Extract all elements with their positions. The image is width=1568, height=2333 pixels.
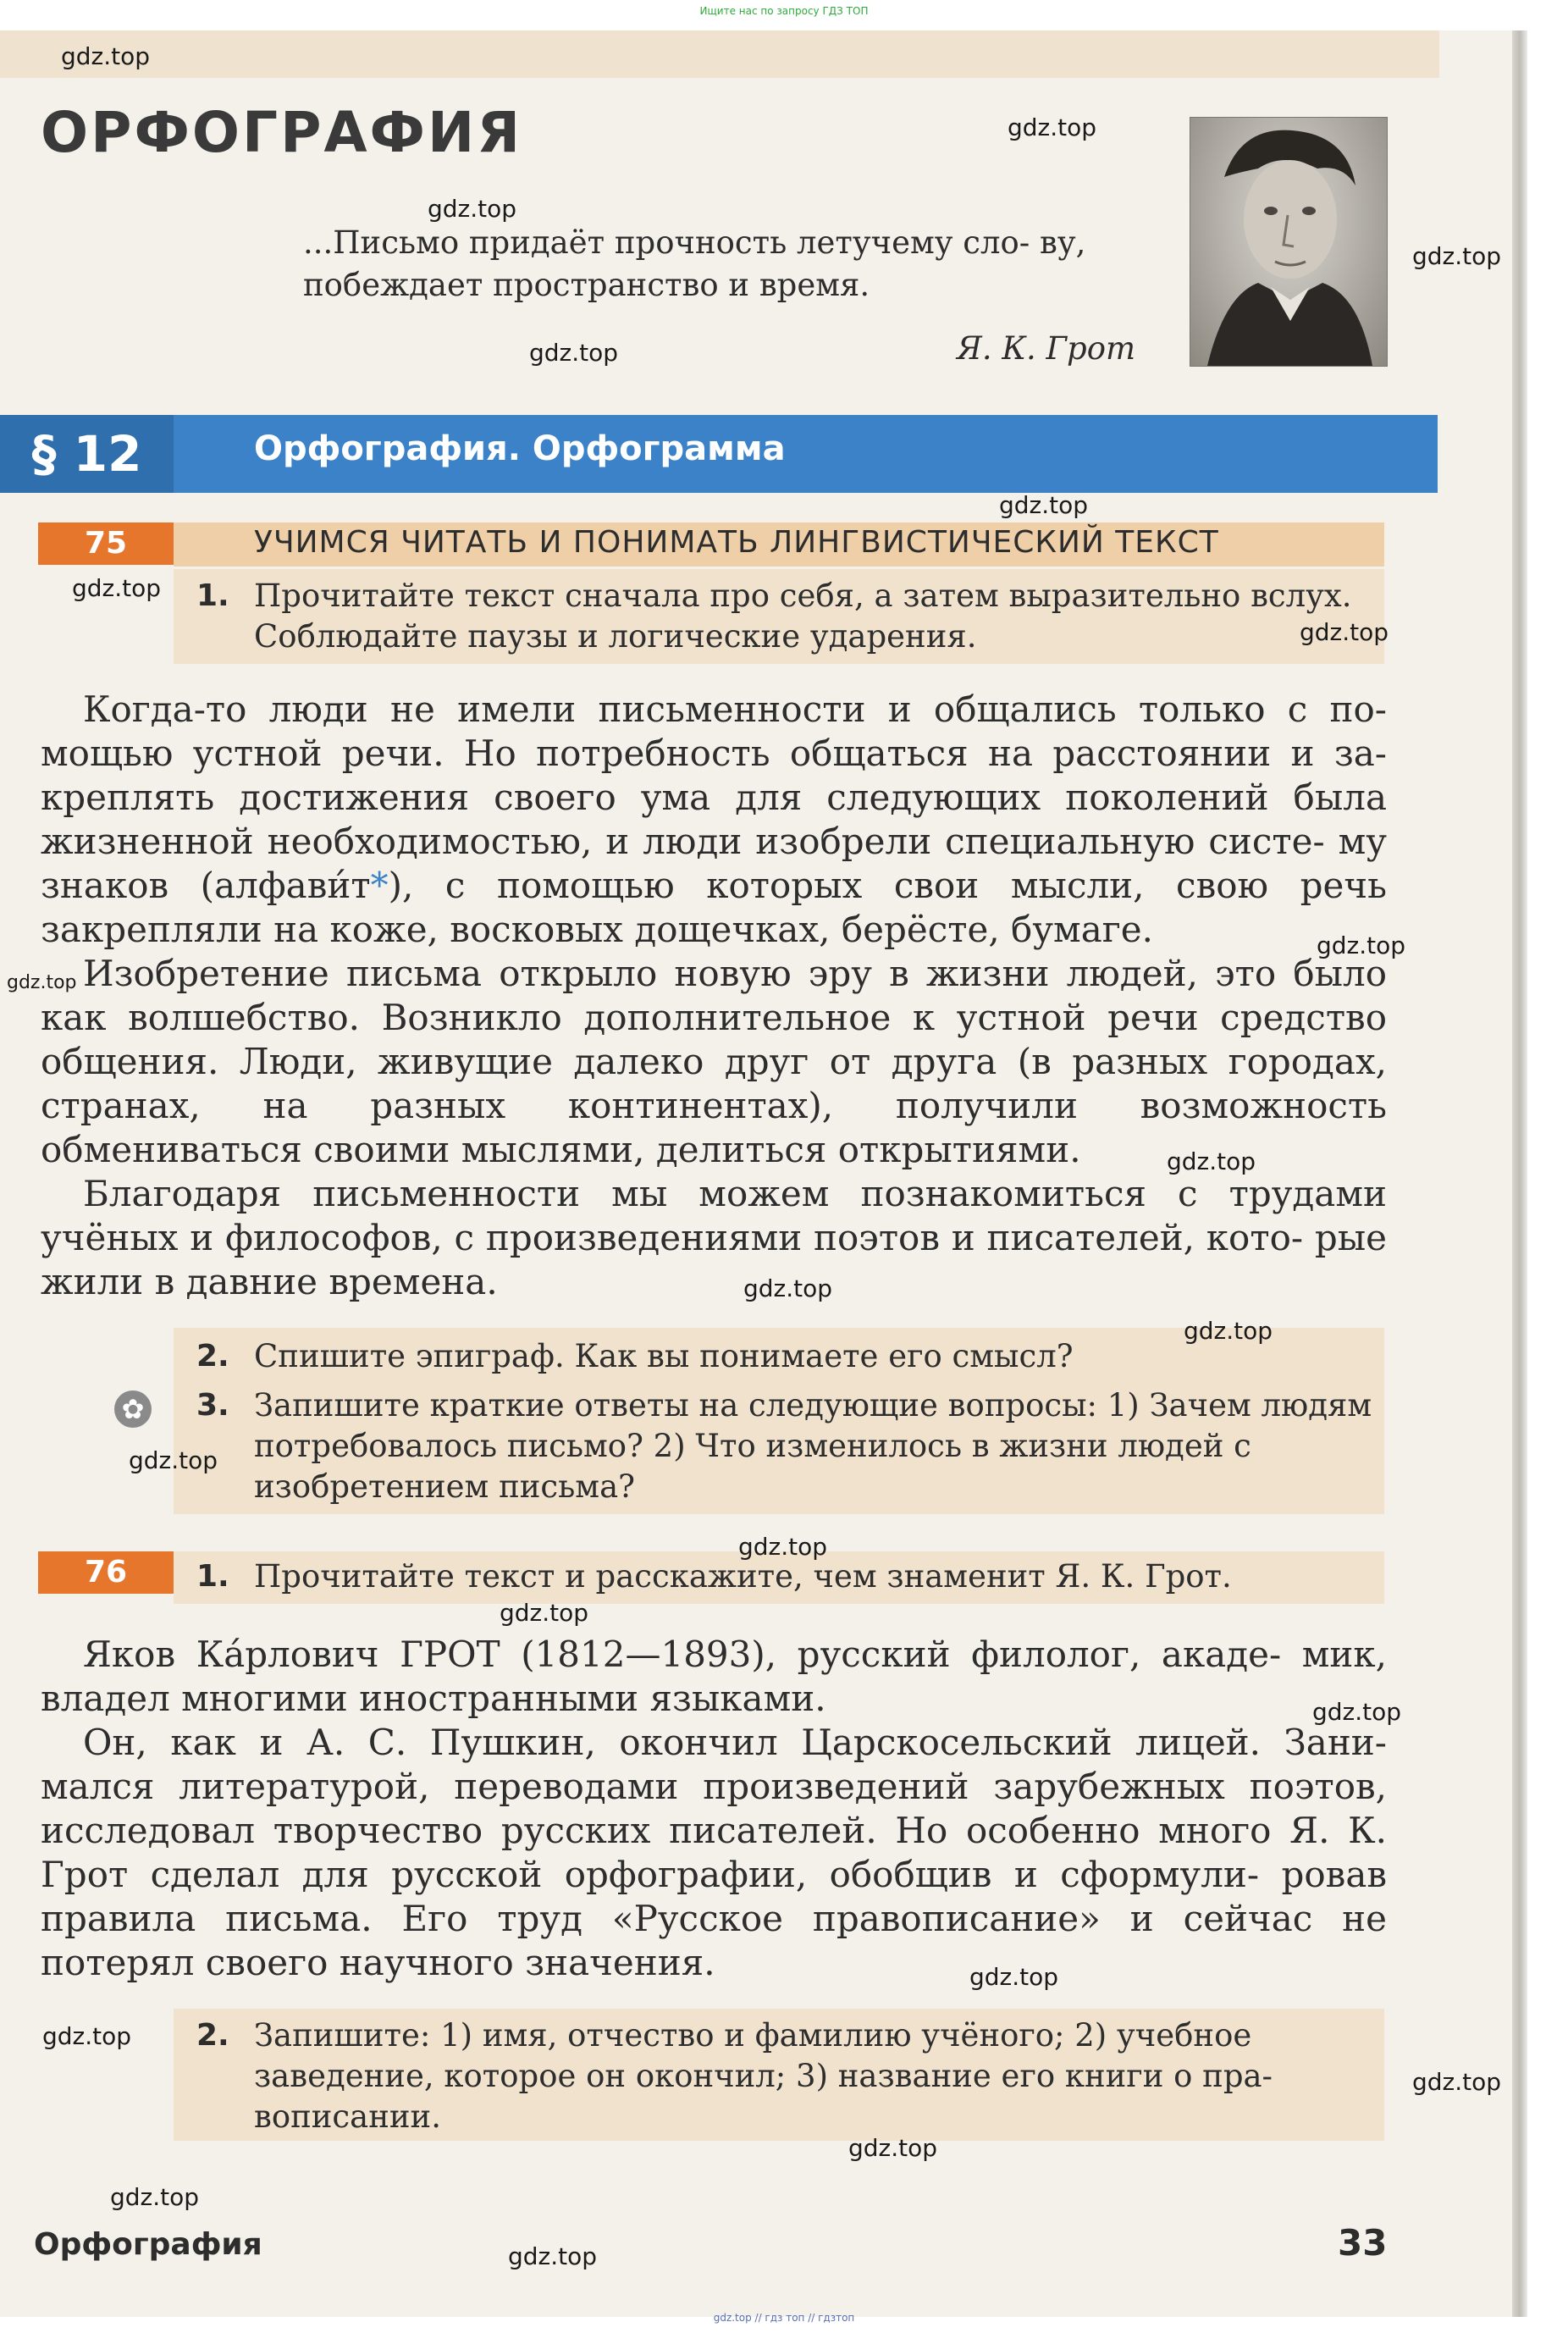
watermark: gdz.top (500, 1599, 589, 1627)
watermark: gdz.top (1412, 2068, 1502, 2096)
task-number: 2. (196, 1339, 229, 1374)
watermark: gdz.top (508, 2242, 598, 2270)
text-paragraph (41, 688, 1387, 952)
watermark: gdz.top (969, 1963, 1059, 1991)
page-number: 33 (1338, 2222, 1388, 2264)
exercise-number-76: 76 (38, 1551, 174, 1594)
watermark: gdz.top (1167, 1147, 1256, 1175)
portrait-drawing (1190, 118, 1387, 366)
watermark: gdz.top (999, 491, 1089, 519)
watermark: gdz.top (848, 2134, 938, 2162)
page-edge (1512, 30, 1527, 2317)
paragraph-title: Орфография. Орфограмма (254, 429, 786, 468)
text-paragraph: Яков Ка́рлович ГРОТ (1812—1893), русский филолог, акаде- мик, владел многими иностранными языками. (41, 1634, 1387, 1719)
exercise-number-75: 75 (38, 522, 174, 565)
watermark: gdz.top (1317, 932, 1406, 959)
footer-section-title: Орфография (34, 2227, 262, 2262)
task-text: Запишите краткие ответы на следующие вопросы: 1) Зачем людям потребовалось письмо? 2) Что изменилось в жизни людей с изобретением письма? (254, 1387, 1372, 1505)
task-75-3 (196, 1385, 1380, 1507)
section-title: ОРФОГРАФИЯ (41, 100, 523, 165)
watermark: gdz.top (1312, 1698, 1402, 1726)
portrait-image (1190, 117, 1388, 367)
top-search-note: Ищите нас по запросу ГДЗ ТОП (699, 5, 869, 17)
paragraph-number: § 12 (0, 415, 174, 493)
watermark: gdz.top (42, 2022, 132, 2050)
task-76-2 (196, 2015, 1380, 2137)
text-part: ), с помощью которых свои мысли, свою речь закрепляли на коже, восковых дощечках, берёсте, бумаге. (41, 865, 1387, 950)
lingvistic-text (41, 688, 1387, 1304)
top-color-band (0, 30, 1439, 78)
task-number: 2. (196, 2018, 229, 2053)
watermark: gdz.top (72, 574, 162, 602)
task-number: 1. (196, 1559, 229, 1594)
watermark: gdz.top (428, 195, 517, 223)
epigraph-author: Я. К. Грот (957, 330, 1136, 367)
watermark: gdz.top (110, 2183, 200, 2211)
watermark: gdz.top (7, 972, 77, 993)
task-text: Прочитайте текст сначала про себя, а затем выразительно вслух. Соблюдайте паузы и логические ударения. (254, 578, 1352, 655)
task-text: Прочитайте текст и расскажите, чем знаменит Я. К. Грот. (254, 1558, 1232, 1595)
watermark: gdz.top (129, 1446, 218, 1474)
biography-text (41, 1633, 1387, 1985)
watermark: gdz.top (738, 1533, 828, 1561)
watermark: gdz.top (1184, 1317, 1273, 1345)
task-text: Запишите: 1) имя, отчество и фамилию учёного; 2) учебное заведение, которое он окончил; 3) название его книги о пра- вописании. (254, 2017, 1273, 2135)
text-paragraph: Он, как и А. С. Пушкин, окончил Царскосельский лицей. Зани- мался литературой, переводами произведений зарубежных поэтов, исследовал творчество русских писателей. Но особенно много Я. К. Грот сделал для русской орфографии, обобщив и сформули- ровав правила письма. Его труд «Русское правописание» и сейчас не потерял своего научного значения. (41, 1722, 1387, 1983)
task-75-1 (196, 576, 1380, 657)
task-text: Спишите эпиграф. Как вы понимаете его смысл? (254, 1338, 1074, 1374)
watermark: gdz.top (743, 1274, 833, 1302)
asterisk-mark: * (370, 865, 389, 906)
watermark: gdz.top (1008, 113, 1097, 141)
exercise-heading: УЧИМСЯ ЧИТАТЬ И ПОНИМАТЬ ЛИНГВИСТИЧЕСКИЙ ТЕКСТ (254, 525, 1219, 560)
text-paragraph: Изобретение письма открыло новую эру в жизни людей, это было как волшебство. Возникло дополнительное к устной речи средство общения. Люди, живущие далеко друг от друга (в разных городах, странах, на разных континентах), получили возможность обмениваться своими мыслями, делиться открытиями. (41, 953, 1387, 1170)
watermark: gdz.top (1300, 618, 1389, 646)
watermark: gdz.top (1412, 242, 1502, 270)
task-76-1 (196, 1556, 1380, 1597)
epigraph-text: ...Письмо придаёт прочность летучему сло- ву, побеждает пространство и время. (303, 224, 1086, 303)
flower-icon: ✿ (114, 1390, 152, 1428)
task-number: 3. (196, 1388, 229, 1423)
task-number: 1. (196, 578, 229, 613)
bottom-note: gdz.top // гдз топ // гдзтоп (713, 2312, 855, 2324)
watermark: gdz.top (529, 339, 619, 367)
text-paragraph: Благодаря письменности мы можем познакомиться с трудами учёных и философов, с произведениями поэтов и писателей, кото- рые жили в давние времена. (41, 1173, 1387, 1302)
watermark: gdz.top (61, 42, 151, 70)
text-part: Когда-то люди не имели письменности и общались только с по- мощью устной речи. Но потребность общаться на расстоянии и за- креплять достижения своего ума для следующих поколений была жизненной необходимостью, и люди изобрели специальную систе- му знаков (алфави́т (41, 688, 1387, 906)
